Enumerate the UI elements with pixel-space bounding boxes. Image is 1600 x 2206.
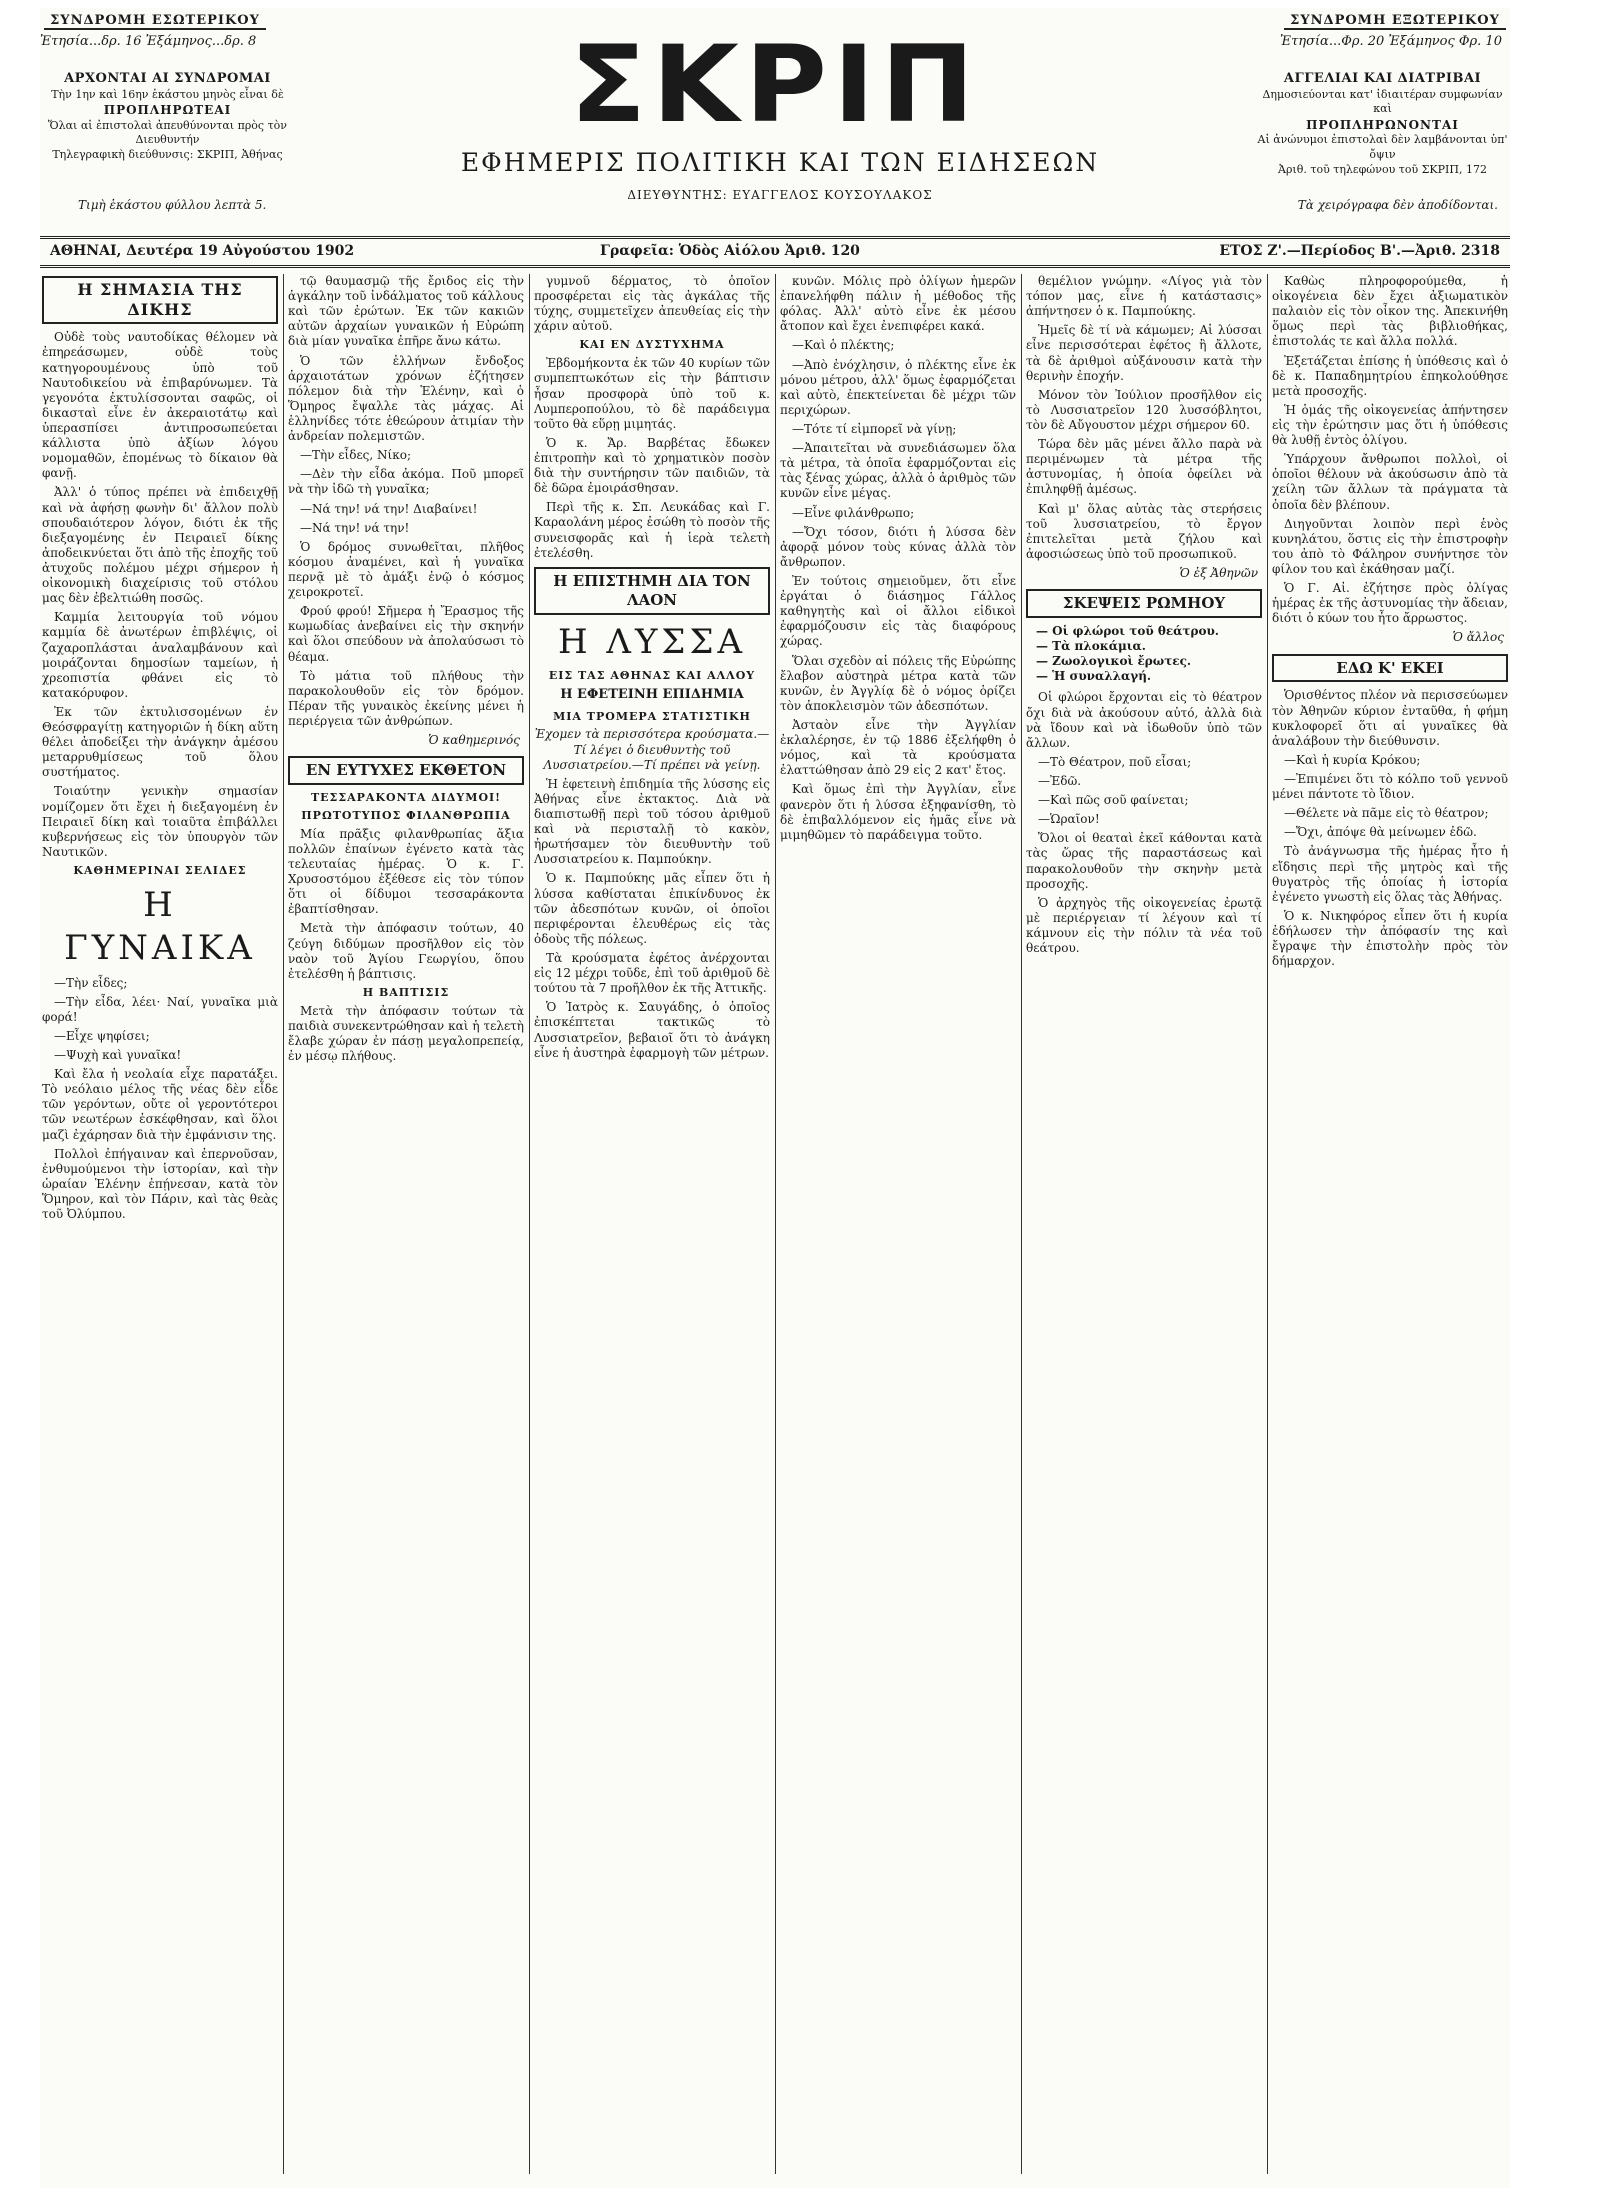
- telegraph-address: Τηλεγραφικὴ διεύθυνσις: ΣΚΡΙΠ, Ἀθήνας: [52, 148, 283, 162]
- paragraph: Οἱ φλώροι ἔρχονται εἰς τὸ θέατρον ὄχι διὰ νὰ ἀκούσουν αὐτό, ἀλλὰ διὰ νὰ ἴδουν καὶ νὰ ἰδωθοῦν ὑπὸ τῶν ἄλλων.: [1026, 690, 1262, 750]
- paragraph: Μετὰ τὴν ἀπόφασιν τούτων τὰ παιδιὰ συνεκεντρώθησαν καὶ ἡ τελετὴ ἔλαβε χώραν ἐν πάσῃ μεγαλοπρεπείᾳ, ἐν μέσῳ πλήθους.: [288, 1003, 524, 1064]
- newspaper-subtitle: ΕΦΗΜΕΡΙΣ ΠΟΛΙΤΙΚΗ ΚΑΙ ΤΩΝ ΕΙΔΗΣΕΩΝ: [460, 148, 1100, 177]
- subscription-terms-note: Ὅλαι αἱ ἐπιστολαὶ ἀπευθύνονται πρὸς τὸν Διευθυντήν: [48, 118, 287, 147]
- advertising-terms: [1255, 70, 1510, 178]
- dialogue-line: —Ἐπιμένει ὅτι τὸ κόλπο τοῦ γεννοῦ μένει πάντοτε τὸ ἴδιον.: [1272, 771, 1508, 802]
- paragraph: Ἐξετάζεται ἐπίσης ἡ ὑπόθεσις καὶ ὁ δὲ κ. Παπαδημητρίου ἐπηκολούθησε μετὰ προσοχῆς.: [1272, 353, 1508, 398]
- paragraph: Ὁ ἀρχηγὸς τῆς οἰκογενείας ἐρωτᾷ μὲ περιέργειαν τί λέγουν καὶ τί κάμνουν εἰς τὴν πόλιν τὰ νέα τοῦ θεάτρου.: [1026, 895, 1262, 956]
- newspaper-page: [40, 8, 1510, 2188]
- subscription-terms-line: Τὴν 1ην καὶ 16ην ἑκάστου μηνὸς εἶναι δὲ: [51, 87, 284, 101]
- paragraph: τῷ θαυμασμῷ τῆς ἔριδος εἰς τὴν ἀγκάλην τοῦ ἰνδάλματος τοῦ κάλλους καὶ τῶν ἐρώτων. Ἐκ τῶν κακιῶν αὐτῶν ἀρχαίων γυναικῶν ἡ Εὐρώπη διὰ μίαν γυναῖκα ἐπῆρε ἄνω κάτω.: [288, 274, 524, 349]
- dialogue-line: —Ὡραῖον!: [1038, 812, 1100, 827]
- headline-science-for-people: Η ΕΠΙΣΤΗΜΗ ΔΙΑ ΤΟΝ ΛΑΟΝ: [534, 567, 770, 615]
- telephone-number: Ἀριθ. τοῦ τηλεφώνου τοῦ ΣΚΡΙΠ, 172: [1278, 163, 1487, 177]
- dialogue-line: —Τὴν εἶδα, λέει· Ναί, γυναῖκα μιὰ φορά!: [42, 994, 278, 1024]
- paragraph: Ὅλοι οἱ θεαταὶ ἐκεῖ κάθονται κατὰ τὰς ὥρας τῆς παραστάσεως καὶ παρακολουθοῦν τὴν σκηνὴν μετὰ προσοχῆς.: [1026, 831, 1262, 891]
- headline-the-woman: Η ΓΥΝΑΙΚΑ: [64, 884, 256, 968]
- dialogue-line: —Ψυχὴ καὶ γυναῖκα!: [54, 1047, 182, 1062]
- subheadline-baptism: Η ΒΑΠΤΙΣΙΣ: [362, 985, 450, 999]
- paragraph: Τώρα δὲν μᾶς μένει ἄλλο παρὰ νὰ περιμένωμεν τὰ μέτρα τῆς ἀστυνομίας, ἡ ὁποία ὀφείλει νὰ ἐπιληφθῇ ἀμέσως.: [1026, 437, 1262, 497]
- paragraph: Πολλοὶ ἐπήγαιναν καὶ ἐπερνοῦσαν, ἐνθυμούμενοι τὴν ἱστορίαν, καὶ τὴν ὡραίαν Ἑλένην ἐπῄνεσαν, κατὰ τὸν Ὅμηρον, καὶ τὸν Πάριν, καὶ τὰς θεὰς τοῦ Ὀλύμπου.: [42, 1146, 278, 1222]
- column-1: [42, 274, 278, 2174]
- paragraph: —Ὄχι τόσον, διότι ἡ λύσσα δὲν ἀφορᾷ μόνον τοὺς κύνας ἀλλὰ τὸν ἄνθρωπον.: [780, 524, 1016, 569]
- topic-list: [1036, 624, 1262, 684]
- column-rule: [1021, 274, 1022, 2174]
- column-2: [288, 274, 524, 2174]
- headline-trial-significance: Η ΣΗΜΑΣΙΑ ΤΗΣ ΔΙΚΗΣ: [42, 276, 278, 324]
- column-rule: [283, 274, 284, 2174]
- dialogue-line: —Τότε τί εἰμπορεῖ νὰ γίνῃ;: [792, 421, 957, 436]
- column-6: [1272, 274, 1508, 2174]
- paragraph: γυμνοῦ δέρματος, τὸ ὁποῖον προσφέρεται εἰς τὰς ἀγκάλας τῆς τύχης, συμμετεῖχεν ἀπευθείας εἰς τὴν χάριν αὐτοῦ.: [534, 274, 770, 334]
- paragraph: Περὶ τῆς κ. Σπ. Λευκάδας καὶ Γ. Καραολάνη μέρος ἐσώθη τὸ ποσὸν τῆς συνεισφορᾶς καὶ ἡ ἱερὰ τελετὴ ἐτελέσθη.: [534, 500, 770, 560]
- paragraph: Ἡ ἐφετεινὴ ἐπιδημία τῆς λύσσης εἰς Ἀθήνας εἶνε ἐκτακτος. Διὰ νὰ διαπιστωθῇ περὶ τοῦ τόσου ἀριθμοῦ καὶ νὰ περισταλῇ τὸ κακὸν, ἠρωτήσαμεν τὸν διευθυντὴν τοῦ Λυσσιατρείου κ. Παμπούκην.: [534, 776, 770, 867]
- dialogue-line: —Ἐδῶ.: [1038, 773, 1082, 788]
- paragraph: Μόνον τὸν Ἰούλιον προσῆλθον εἰς τὸ Λυσσιατρεῖον 120 λυσσόβλητοι, τὸν δὲ Αὔγουστον μέχρι σήμερον 60.: [1026, 387, 1262, 432]
- issue-date: ΑΘΗΝΑΙ, Δευτέρα 19 Αὐγούστου 1902: [50, 243, 355, 259]
- paragraph: Διηγοῦνται λοιπὸν περὶ ἑνὸς κυνηλάτου, ὅστις εἰς τὴν ἐπιστροφὴν του ἀπὸ τὸ Φάληρον συνήντησε τὸν φίλον του καὶ ἐκάθησαν μαζί.: [1272, 516, 1508, 576]
- subscription-terms-sub: ΠΡΟΠΛΗΡΩΤΕΑΙ: [103, 103, 232, 118]
- paragraph: Φρού φρού! Σῆμερα ἡ Ἔρασμος τῆς κωμωδίας ἀνεβαίνει εἰς τὴν σκηνήν καὶ ὅλοι σπεύδουν νὰ ἀπολαύσωσι τὸ θέαμα.: [288, 604, 524, 664]
- paragraph: Καθὼς πληροφορούμεθα, ἡ οἰκογένεια δὲν ἔχει ἀξιωματικὸν παλαιὸν εἰς τὸν οἶκον της. Ἀπεκινήθη ὅμως περὶ τὰς βιβλιοθήκας, ἐπιστολάς τε καὶ ἄλλα πολλά.: [1272, 274, 1508, 349]
- headline-here-and-there: ΕΔΩ Κ' ΕΚΕΙ: [1272, 654, 1508, 683]
- subscription-terms: [40, 70, 295, 163]
- dialogue-line: —Θέλετε νὰ πᾶμε εἰς τὸ θέατρον;: [1284, 806, 1489, 821]
- column-rule: [529, 274, 530, 2174]
- paragraph: Καὶ ὅμως ἐπὶ τὴν Ἀγγλίαν, εἶνε φανερὸν ὅτι ἡ λύσσα ἐξηφανίσθη, τὸ δὲ ἐπιβαλλόμενον εἰς ἡμᾶς εἶνε νὰ μιμηθῶμεν τὸ παράδειγμα τοῦτο.: [780, 782, 1016, 842]
- paragraph: Ἐβδομήκοντα ἐκ τῶν 40 κυρίων τῶν συμπεπτωκότων εἰς τὴν βάπτισιν ἦσαν προσφορὰ ὑπὸ τοῦ κ. Λυμπεροπούλου, τὸ δὲ παράδειγμα τοῦτο θὰ εὕρῃ μιμητάς.: [534, 356, 770, 431]
- paragraph: Τοιαύτην γενικὴν σημασίαν νομίζομεν ὅτι ἔχει ἡ διεξαγομένη ἐν Πειραιεῖ δίκη καὶ τοιαῦτα ἐπιβάλλει κυβερνήσεως εἰς τὸν ὑπουργὸν τῶν Ναυτικῶν.: [42, 784, 278, 859]
- headline-epidemic: Η ΕΦΕΤΕΙΝΗ ΕΠΙΔΗΜΙΑ: [560, 687, 744, 703]
- paragraph: Τὰ κρούσματα ἐφέτος ἀνέρχονται εἰς 12 μέχρι τοῦδε, ἐπὶ τοῦ ἀριθμοῦ δὲ τούτου τὰ 7 προῆλθον ἐκ τῆς Ἀττικῆς.: [534, 950, 770, 996]
- foreign-subscription: [1280, 12, 1510, 49]
- paragraph: Τὸ μάτια τοῦ πλήθους τὴν παρακολουθοῦν εἰς τὸν δρόμον. Πέραν τῆς γυναικὸς ἐκείνης μένει ἡ περιέργεια τῶν ἀνθρώπων.: [288, 668, 524, 728]
- offices-address: Γραφεῖα: Ὁδὸς Αἰόλου Ἀριθ. 120: [600, 243, 860, 259]
- paragraph: Καμμία λειτουργία τοῦ νόμου καμμία δὲ ἀνωτέρων ἐπιβλέψις, οἱ ζαχαροπλάσται ἀναλαμβάνουν καὶ μοιράζονται δημοσίων ταμείων, ἡ χρεοπιστία φθάνει εἰς τὸ κατακόρυφον.: [42, 610, 278, 700]
- column-rule: [775, 274, 776, 2174]
- advertising-terms-sub: ΠΡΟΠΛΗΡΩΝΟΝΤΑΙ: [1306, 118, 1459, 133]
- issue-number: ΕΤΟΣ Ζ'.—Περίοδος Β'.—Ἀριθ. 2318: [1219, 243, 1500, 259]
- masthead: [40, 8, 1510, 258]
- dialogue-line: —Εἶνε φιλάνθρωπο;: [792, 505, 915, 520]
- paragraph: Τὸ ἀνάγνωσμα τῆς ἡμέρας ἦτο ἡ εἴδησις περὶ τῆς μητρὸς καὶ τῆς θυγατρὸς τῆς ὁποίας ἡ ἱστορία ἐγένετο γνωστὴ εἰς ὅλας τὰς Ἀθήνας.: [1272, 844, 1508, 904]
- paragraph: —Ἀπὸ ἐνόχλησιν, ὁ πλέκτης εἶνε ἐκ μόνου μέτρου, ἀλλ' ὅμως ἐφαρμόζεται καὶ αὐτὸ, ἐπεκτείνεται δὲ μέχρι τῶν περιχώρων.: [780, 357, 1016, 417]
- article-signature: Ὁ ἐξ Ἀθηνῶν: [1179, 565, 1258, 580]
- paragraph: Ὁ κ. Ἄρ. Βαρβέτας ἔδωκεν ἐπιτροπὴν καὶ τὸ χρηματικὸν ποσὸν διὰ τὴν συντήρησιν τῶν παιδιῶν, τὰ δὲ δῶρα ἐμοιράσθησαν.: [534, 435, 770, 496]
- headline-lucky-exhibit: ΕΝ ΕΥΤΥΧΕΣ ΕΚΘΕΤΟΝ: [288, 756, 524, 785]
- dialogue-line: —Νά την! νά την! Διαβαίνει!: [300, 501, 478, 516]
- subheadline-statistics: ΜΙΑ ΤΡΟΜΕΡΑ ΣΤΑΤΙΣΤΙΚΗ: [553, 709, 751, 723]
- paragraph: Ἀλλ' ὁ τύπος πρέπει νὰ ἐπιδειχθῇ καὶ νὰ ἀφήσῃ φωνὴν δι' ἄλλον πολὺ σπουδαιότερον λόγον, διότι ἐκ τῆς διεξαγομένης ἐν Πειραιεῖ δίκης ἀποδεικνύεται ὅτι ἀπὸ τῆς ἐποχῆς τοῦ ἀτυχοῦς πολέμου μέχρι σήμερον ἡ οἰκονομικὴ διαχείρισις τοῦ στόλου μας δὲν ἐβελτιώθη ποσῶς.: [42, 485, 278, 606]
- subheadline-forty-twins: ΤΕΣΣΑΡΑΚΟΝΤΑ ΔΙΔΥΜΟΙ!: [310, 791, 501, 805]
- dialogue-line: —Δὲν τὴν εἶδα ἀκόμα. Ποῦ μπορεῖ νὰ τὴν ἰδῶ τὴ γυναῖκα;: [288, 467, 524, 497]
- column-3: [534, 274, 770, 2174]
- paragraph: κυνῶν. Μόλις πρὸ ὀλίγων ἡμερῶν ἐπανελήφθη πάλιν ἡ μέθοδος τῆς φόλας. Ἀλλ' αὐτὸ εἶνε ἐκ μέσου ἄτοπον καὶ ἔχει ἐνεπιφέρει κακά.: [780, 274, 1016, 334]
- issue-price: Τιμὴ ἑκάστου φύλλου λεπτὰ 5.: [78, 198, 267, 212]
- paragraph: Οὐδὲ τοὺς ναυτοδίκας θέλομεν νὰ ἐπηρεάσωμεν, οὐδὲ τοὺς κατηγορουμένους ὑπὸ τοῦ Ναυτοδικείου νὰ ἐπιβαρύνωμεν. Τὰ γεγονότα ἐκτυλίσσονται σαφῶς, οἱ δικασταὶ εἶνε ἐν ἀκεραιοτάτῳ καὶ ὑπερασπίσει ἀντιπροσωπεύεται κάλλιστα ὑπὸ ἀξίων λόγου νομομαθῶν, ἑπομένως τὸ δίκαιον θὰ φανῇ.: [42, 330, 278, 481]
- paragraph: Ὁ κ. Νικηφόρος εἶπεν ὅτι ἡ κυρία ἐδήλωσεν τὴν ἀπόφασίν της καὶ ἔγραψε τὴν ἐπιστολὴν πρὸς τὸν δήμαρχον.: [1272, 908, 1508, 969]
- paragraph: Ὁρισθέντος πλέον νὰ περισσεύωμεν τὸν Ἀθηνῶν κύριον ἐνταῦθα, ἡ φήμη κυκλοφορεῖ ὅτι αἱ γυναῖκες θὰ ἀναλάβουν τὴν διεύθυνσιν.: [1272, 688, 1508, 748]
- paragraph: θεμέλιον γνώμην. «Λίγος γιὰ τὸν τόπον μας, εἶνε ἡ κατάστασις» ἀπήντησεν ὁ κ. Παμπούκης.: [1026, 274, 1262, 319]
- article-lede: Ἐχομεν τὰ περισσότερα κρούσματα.—Τί λέγει ὁ διευθυντὴς τοῦ Λυσσιατρείου.—Τί πρέπει νὰ γείνῃ.: [534, 727, 770, 772]
- subheadline-original-philanthropy: ΠΡΩΤΟΤΥΠΟΣ ΦΙΛΑΝΘΡΩΠΙΑ: [301, 808, 511, 822]
- dialogue-line: —Καὶ πῶς σοῦ φαίνεται;: [1038, 793, 1189, 808]
- column-4: [780, 274, 1016, 2174]
- topic-item: — Οἱ φλώροι τοῦ θεάτρου.: [1036, 623, 1219, 638]
- foreign-subscription-title: ΣΥΝΔΡΟΜΗ ΕΞΩΤΕΡΙΚΟΥ: [1284, 13, 1506, 30]
- director-line: ΔΙΕΥΘΥΝΤΗΣ: ΕΥΑΓΓΕΛΟΣ ΚΟΥΣΟΥΛΑΚΟΣ: [627, 188, 933, 202]
- newspaper-logo: ΣΚΡΙΠ: [569, 23, 981, 147]
- dialogue-line: —Τὸ Θέατρον, ποῦ εἶσαι;: [1038, 754, 1192, 769]
- paragraph: Μία πρᾶξις φιλανθρωπίας ἄξια πολλῶν ἐπαίνων ἐγένετο κατὰ τὰς τελευταίας ἡμέρας. Ὁ κ. Γ. Χρυσοστόμου ἐξέθεσε εἰς τὸν τύπον ὅτι οἱ δίδυμοι τεσσαράκοντα ἐβαπτίσθησαν.: [288, 826, 524, 917]
- paragraph: Ὅλαι σχεδὸν αἱ πόλεις τῆς Εὐρώπης ἔλαβον αὐστηρὰ μέτρα κατὰ τῶν κυνῶν, ἐν Ἀγγλίᾳ δὲ ὁ νόμος ὁρίζει τὸν ἀποκλεισμὸν τῶν ἀδεσπότων.: [780, 653, 1016, 713]
- paragraph: Ὁ Γ. Αἰ. ἐζήτησε πρὸς ὀλίγας ἡμέρας ἐκ τῆς ἀστυνομίας τὴν ἄδειαν, διότι ὁ κύων του ἦτο ἄρρωστος.: [1272, 581, 1508, 626]
- article-signature: Ὁ καθημερινός: [428, 733, 520, 748]
- manuscripts-note: Τὰ χειρόγραφα δὲν ἀποδίδονται.: [1297, 198, 1498, 212]
- advertising-terms-title: ΑΓΓΕΛΙΑΙ ΚΑΙ ΔΙΑΤΡΙΒΑΙ: [1283, 71, 1482, 86]
- domestic-subscription-prices: Ἐτησία...δρ. 16 Ἐξάμηνος...δρ. 8: [40, 34, 257, 49]
- paragraph: Ὁ δρόμος συνωθεῖται, πλῆθος κόσμου ἀναμένει, καὶ ἡ γυναῖκα περνᾷ μὲ τὸ ἀμάξι ἐνῷ ὁ κόσμος χειροκροτεῖ.: [288, 539, 524, 600]
- paragraph: Μετὰ τὴν ἀπόφασιν τούτων, 40 ζεύγη διδύμων προσῆλθον εἰς τὸν ναὸν τοῦ Ἁγίου Γεωργίου, ὅπου ἐτελέσθη ἡ βάπτισις.: [288, 921, 524, 981]
- dialogue-line: —Καὶ ὁ πλέκτης;: [792, 338, 895, 353]
- section-label-daily-pages: ΚΑΘΗΜΕΡΙΝΑΙ ΣΕΛΙΔΕΣ: [73, 864, 247, 878]
- dialogue-line: —Καὶ ἡ κυρία Κρόκου;: [1284, 752, 1421, 767]
- subheadline-misfortune: ΚΑΙ ΕΝ ΔΥΣΤΥΧΗΜΑ: [579, 338, 725, 352]
- paragraph: Ὁ Ἰατρὸς κ. Σαυγάδης, ὁ ὁποῖος ἐπισκέπτεται τακτικῶς τὸ Λυσσιατρεῖον, βεβαιοῖ ὅτι τὸ ἀνάγκη εἶνε ἡ ἀυστηρὰ ἐφαρμογὴ τῶν μέτρων.: [534, 1000, 770, 1060]
- dialogue-line: —Τὴν εἶδες;: [54, 975, 128, 990]
- paragraph: Ἡ ὁμάς τῆς οἰκογενείας ἀπήντησεν εἰς τὴν ἐρώτησιν μας ὅτι ἡ ὑπόθεσις θὰ λυθῇ ἐντὸς ὀλίγου.: [1272, 402, 1508, 448]
- dialogue-line: —Εἶχε ψηφίσει;: [54, 1028, 150, 1043]
- topic-item: — Ἡ συναλλαγή.: [1036, 669, 1152, 684]
- paragraph: Ἐν τούτοις σημειοῦμεν, ὅτι εἶνε ἐργάται ὁ διάσημος Γάλλος καθηγητὴς καὶ οἱ ἄλλοι εἰδικοὶ ἐφαρμόζουσιν εἰς τὰς διαφόρους χώρας.: [780, 573, 1016, 649]
- paragraph: —Ἀπαιτεῖται νὰ συνεδιάσωμεν ὅλα τὰ μέτρα, τὰ ὁποῖα ἐφαρμόζονται εἰς τὰς ξένας χώρας, ἀλλὰ ὁ ἀριθμὸς τῶν κυνῶν εἶνε μέγας.: [780, 441, 1016, 501]
- dialogue-line: —Νά την! νά την!: [300, 520, 410, 535]
- paragraph: Καὶ μ' ὅλας αὐτὰς τὰς στερήσεις τοῦ λυσσιατρείου, τὸ ἔργον ἐπιτελεῖται μετὰ ζήλου καὶ ἀφοσιώσεως ὑπὸ τοῦ προσωπικοῦ.: [1026, 501, 1262, 561]
- domestic-subscription-title: ΣΥΝΔΡΟΜΗ ΕΣΩΤΕΡΙΚΟΥ: [44, 13, 266, 30]
- domestic-subscription: [40, 12, 270, 49]
- paragraph: Καὶ ἔλα ἡ νεολαία εἶχε παρατάξει. Τὸ νεόλαιο μέλος τῆς νέας δὲν εἶδε τῶν γερόντων, οὔτε οἱ γεροντότεροι τῶν νεωτέρων ἐσκέφθησαν, καὶ ὅλοι μαζὶ ἐχάρησαν διὰ τὴν ἐμφάνισιν της.: [42, 1067, 278, 1142]
- paragraph: Ὑπάρχουν ἄνθρωποι πολλοὶ, οἱ ὁποῖοι θέλουν νὰ ἀκούσωσιν ἀπὸ τὰ χείλη τῶν ἄλλων τὰ πράγματα τὰ ὁποῖα δὲν βλέπουν.: [1272, 452, 1508, 512]
- article-signature: Ὁ ἄλλος: [1452, 630, 1504, 645]
- paragraph: Ὁ κ. Παμπούκης μᾶς εἶπεν ὅτι ἡ λύσσα καθίσταται ἐπικίνδυνος ἐκ τῶν ἀδεσπότων κυνῶν, οἱ ὁποῖοι περιφέρονται ἐλευθέρως εἰς τὰς ὁδοὺς τῆς πόλεως.: [534, 871, 770, 946]
- dialogue-line: —Ὄχι, ἀπόψε θὰ μείνωμεν ἐδῶ.: [1284, 825, 1477, 840]
- advertising-terms-line: Δημοσιεύονται κατ' ἰδιαιτέραν συμφωνίαν καὶ: [1262, 87, 1503, 116]
- topic-item: — Τὰ πλοκάμια.: [1036, 639, 1146, 654]
- paragraph: Ἀσταὸν εἶνε τὴν Ἀγγλίαν ἐκλαλέρησε, ἐν τῷ 1886 ἐξελήφθη ὁ νόμος, καὶ τὰ κρούσματα ἐλαττώθησαν ἀπὸ 29 εἰς 2 κατ' ἔτος.: [780, 717, 1016, 778]
- headline-rabies: Η ΛΥΣΣΑ: [557, 621, 747, 662]
- dialogue-line: —Τὴν εἶδες, Νίκο;: [300, 448, 411, 463]
- paragraph: Ἡμεῖς δὲ τί νὰ κάμωμεν; Αἱ λύσσαι εἶνε περισσότεραι ἐφέτος ἢ ἄλλοτε, τὰ δὲ ἀριθμοὶ αὐξάνουσιν κατὰ τὴν θερινὴν ἐποχήν.: [1026, 323, 1262, 383]
- article-columns: [40, 274, 1510, 2174]
- paragraph: Ὁ τῶν ἑλλήνων ἔνδοξος ἀρχαιοτάτων χρόνων ἐζήτησεν πόλεμον διὰ τὴν Ἑλένην, καὶ ὁ Ὅμηρος ἔψαλλε τὰς μάχας. Αἱ ἑλληνίδες τότε ἐθεώρουν ἀτιμίαν τὴν ἀνδρείαν πολεμιστῶν.: [288, 353, 524, 444]
- topic-item: — Ζωολογικοὶ ἔρωτες.: [1036, 654, 1192, 669]
- headline-thoughts-of-a-romios: ΣΚΕΨΕΙΣ ΡΩΜΗΟΥ: [1026, 589, 1262, 618]
- paragraph: Ἐκ τῶν ἐκτυλισσομένων ἐν Θεόσφραγίτῃ κατηγοριῶν ἡ δίκη αὕτη θέλει ἀποδείξει τὴν ἀνάγκην ἀμέσου μεταρρυθμίσεως τοῦ ὅλου συστήματος.: [42, 704, 278, 780]
- foreign-subscription-prices: Ἐτησία...Φρ. 20 Ἐξάμηνος Φρ. 10: [1280, 34, 1502, 49]
- advertising-terms-note: Αἱ ἀνώνυμοι ἐπιστολαὶ δὲν λαμβάνονται ὑπ' ὄψιν: [1257, 133, 1508, 162]
- dateline-bar: [40, 236, 1510, 268]
- column-rule: [1267, 274, 1268, 2174]
- column-5: [1026, 274, 1262, 2174]
- subscription-terms-title: ΑΡΧΟΝΤΑΙ ΑΙ ΣΥΝΔΡΟΜΑΙ: [64, 71, 271, 86]
- subheadline-athens-elsewhere: ΕΙΣ ΤΑΣ ΑΘΗΝΑΣ ΚΑΙ ΑΛΛΟΥ: [548, 669, 756, 683]
